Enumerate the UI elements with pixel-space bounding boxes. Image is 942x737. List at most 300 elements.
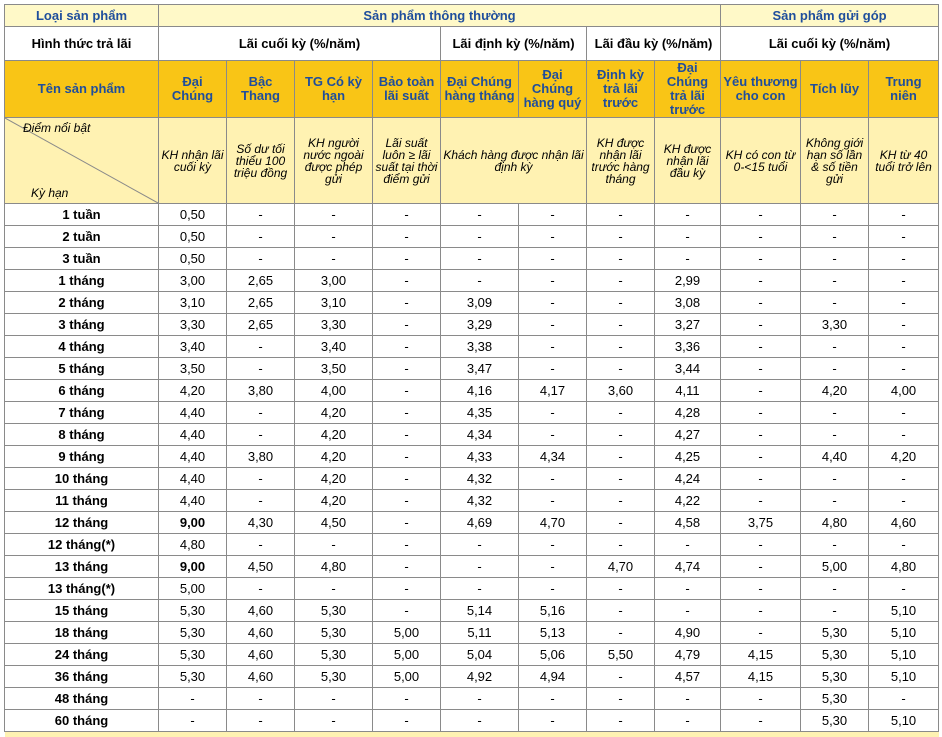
rate-cell: - (227, 358, 295, 380)
rate-cell: 5,30 (159, 622, 227, 644)
rate-cell: - (295, 248, 373, 270)
rate-cell: - (587, 446, 655, 468)
rate-cell: 5,00 (373, 644, 441, 666)
rate-cell: - (721, 292, 801, 314)
product-name-cell: Đại Chúng trả lãi trước (655, 61, 721, 118)
rate-cell: - (587, 358, 655, 380)
rate-cell: - (373, 688, 441, 710)
rate-cell: - (441, 710, 519, 732)
rate-cell: 4,32 (441, 468, 519, 490)
rate-cell: - (227, 226, 295, 248)
rate-cell: - (227, 204, 295, 226)
rate-cell: 4,80 (159, 534, 227, 556)
rate-cell: - (801, 248, 869, 270)
rate-cell: 4,40 (801, 446, 869, 468)
table-row (5, 556, 939, 578)
rate-cell: - (227, 578, 295, 600)
rate-cell: - (587, 688, 655, 710)
rate-cell: - (519, 468, 587, 490)
rate-cell: - (721, 534, 801, 556)
rate-cell: - (441, 556, 519, 578)
rate-cell: 5,30 (295, 600, 373, 622)
rate-cell: 4,40 (159, 402, 227, 424)
product-highlight-cell: KH nhận lãi cuối kỳ (159, 118, 227, 204)
table-row (5, 204, 939, 226)
rate-cell: 5,00 (801, 556, 869, 578)
rate-cell: 4,35 (441, 402, 519, 424)
term-cell: 11 tháng (5, 490, 159, 512)
rate-cell: 5,00 (159, 578, 227, 600)
table-row (5, 292, 939, 314)
rate-cell: - (869, 578, 939, 600)
product-name-cell: Yêu thương cho con (721, 61, 801, 118)
rate-cell: - (373, 490, 441, 512)
rate-cell: 3,00 (159, 270, 227, 292)
rate-cell: - (587, 666, 655, 688)
product-name-label: Tên sản phẩm (5, 61, 159, 118)
rate-cell: 5,30 (295, 622, 373, 644)
rate-cell: - (869, 424, 939, 446)
product-name-cell: Trung niên (869, 61, 939, 118)
rate-cell: - (441, 578, 519, 600)
rate-cell: 4,80 (295, 556, 373, 578)
rate-cell: 4,15 (721, 644, 801, 666)
group-regular-products: Sản phẩm thông thường (159, 5, 721, 27)
rate-cell: - (801, 402, 869, 424)
rate-cell: 4,15 (721, 666, 801, 688)
rate-cell: - (869, 314, 939, 336)
rate-cell: 4,69 (441, 512, 519, 534)
header-row-highlights (5, 118, 939, 204)
product-name-cell: Định kỳ trả lãi trước (587, 61, 655, 118)
rate-cell: - (801, 336, 869, 358)
rate-cell: - (519, 270, 587, 292)
rate-cell: 3,30 (801, 314, 869, 336)
rate-cell: 4,79 (655, 644, 721, 666)
rate-cell: 3,36 (655, 336, 721, 358)
group-savings-products: Sản phẩm gửi góp (721, 5, 939, 27)
rate-cell: - (655, 688, 721, 710)
rate-cell: 3,00 (295, 270, 373, 292)
rate-cell: - (655, 578, 721, 600)
rate-cell: - (721, 446, 801, 468)
table-row (5, 600, 939, 622)
rate-cell: - (159, 710, 227, 732)
term-cell: 1 tuần (5, 204, 159, 226)
term-cell: 10 tháng (5, 468, 159, 490)
rate-cell: 4,20 (801, 380, 869, 402)
rate-cell: - (441, 204, 519, 226)
rate-cell: 4,90 (655, 622, 721, 644)
rate-cell: 3,60 (587, 380, 655, 402)
rate-cell: - (655, 204, 721, 226)
rate-cell: - (801, 292, 869, 314)
diagonal-header-cell (5, 118, 159, 204)
rate-cell: - (587, 490, 655, 512)
rate-cell: 4,60 (227, 666, 295, 688)
product-highlight-cell: KH từ 40 tuổi trở lên (869, 118, 939, 204)
product-name-cell: Đại Chúng hàng quý (519, 61, 587, 118)
rate-cell: - (721, 578, 801, 600)
product-name-cell: Đại Chúng (159, 61, 227, 118)
rate-cell: - (587, 248, 655, 270)
rate-cell: 9,00 (159, 512, 227, 534)
term-cell: 7 tháng (5, 402, 159, 424)
rate-cell: 4,58 (655, 512, 721, 534)
product-name-cell: Bảo toàn lãi suất (373, 61, 441, 118)
rate-cell: 5,10 (869, 622, 939, 644)
rate-cell: - (373, 534, 441, 556)
rate-cell: 4,57 (655, 666, 721, 688)
rate-cell: 3,50 (159, 358, 227, 380)
term-cell: 12 tháng (5, 512, 159, 534)
rate-cell: - (587, 534, 655, 556)
rate-cell: 4,17 (519, 380, 587, 402)
rate-cell: 4,34 (519, 446, 587, 468)
rate-cell: - (441, 688, 519, 710)
rate-cell: - (869, 358, 939, 380)
rate-cell: 3,27 (655, 314, 721, 336)
rate-cell: - (655, 710, 721, 732)
rate-cell: 2,65 (227, 270, 295, 292)
rate-cell: - (295, 204, 373, 226)
rate-cell: 5,14 (441, 600, 519, 622)
rate-cell: - (373, 402, 441, 424)
rate-cell: 4,92 (441, 666, 519, 688)
rate-cell: 3,09 (441, 292, 519, 314)
rate-cell: - (721, 490, 801, 512)
term-cell: 3 tháng (5, 314, 159, 336)
rate-cell: 4,70 (519, 512, 587, 534)
rate-cell: - (519, 402, 587, 424)
rate-cell: - (587, 314, 655, 336)
rate-cell: 5,30 (159, 600, 227, 622)
product-highlight-cell: KH được nhận lãi trước hàng tháng (587, 118, 655, 204)
rate-cell: - (587, 226, 655, 248)
rate-cell: 5,04 (441, 644, 519, 666)
rate-cell: - (801, 578, 869, 600)
rate-cell: 4,33 (441, 446, 519, 468)
highlight-label: Điểm nổi bật (23, 122, 90, 134)
rate-cell: 4,60 (869, 512, 939, 534)
rate-cell: 5,10 (869, 666, 939, 688)
rate-cell: 4,20 (295, 468, 373, 490)
rate-cell: 3,75 (721, 512, 801, 534)
rate-cell: 4,22 (655, 490, 721, 512)
product-name-cell: Bậc Thang (227, 61, 295, 118)
rate-cell: 4,40 (159, 446, 227, 468)
table-row (5, 424, 939, 446)
rate-cell: - (721, 270, 801, 292)
rate-cell: 4,74 (655, 556, 721, 578)
rate-cell: 3,10 (159, 292, 227, 314)
rate-cell: - (869, 402, 939, 424)
pay-end-savings: Lãi cuối kỳ (%/năm) (721, 27, 939, 61)
product-highlight-cell: KH người nước ngoài được phép gửi (295, 118, 373, 204)
rate-cell: 5,30 (159, 666, 227, 688)
term-cell: 1 tháng (5, 270, 159, 292)
rate-cell: 5,30 (801, 622, 869, 644)
table-row (5, 578, 939, 600)
rate-cell: - (801, 424, 869, 446)
rate-cell: 3,30 (159, 314, 227, 336)
rate-cell: - (373, 380, 441, 402)
rate-cell: - (721, 424, 801, 446)
rate-cell: - (869, 226, 939, 248)
rate-cell: 3,80 (227, 380, 295, 402)
rate-cell: - (373, 468, 441, 490)
table-footer-strip (5, 732, 939, 737)
rate-cell: - (227, 490, 295, 512)
table-row (5, 248, 939, 270)
rate-cell: - (441, 248, 519, 270)
rate-cell: - (869, 204, 939, 226)
rate-cell: - (227, 336, 295, 358)
rate-cell: - (441, 534, 519, 556)
rate-cell: - (373, 556, 441, 578)
rate-cell: - (869, 336, 939, 358)
rate-cell: 4,20 (159, 380, 227, 402)
rate-cell: 4,60 (227, 644, 295, 666)
rate-cell: 5,30 (801, 666, 869, 688)
rate-cell: 4,32 (441, 490, 519, 512)
rate-cell: - (587, 402, 655, 424)
rate-cell: - (801, 358, 869, 380)
rate-cell: - (373, 358, 441, 380)
rate-cell: - (587, 336, 655, 358)
rate-cell: - (519, 490, 587, 512)
table-row (5, 226, 939, 248)
product-name-cell: Đại Chúng hàng tháng (441, 61, 519, 118)
rate-cell: 4,11 (655, 380, 721, 402)
product-highlight-cell: Không giới hạn số lần & số tiền gửi (801, 118, 869, 204)
rate-cell: - (801, 204, 869, 226)
rate-cell: - (587, 270, 655, 292)
table-row (5, 402, 939, 424)
rate-cell: 4,80 (801, 512, 869, 534)
rate-cell: 3,80 (227, 446, 295, 468)
rate-cell: 5,16 (519, 600, 587, 622)
rate-cell: - (227, 402, 295, 424)
rate-cell: - (801, 270, 869, 292)
rate-cell: 4,40 (159, 468, 227, 490)
table-row (5, 622, 939, 644)
rate-cell: - (519, 292, 587, 314)
rate-cell: - (519, 578, 587, 600)
pay-upfront: Lãi đầu kỳ (%/năm) (587, 27, 721, 61)
rate-cell: - (519, 556, 587, 578)
product-name-cell: Tích lũy (801, 61, 869, 118)
rate-cell: - (227, 248, 295, 270)
rate-cell: 4,70 (587, 556, 655, 578)
rate-cell: - (801, 468, 869, 490)
rate-cell: - (721, 336, 801, 358)
term-cell: 8 tháng (5, 424, 159, 446)
rate-cell: 3,29 (441, 314, 519, 336)
rate-cell: - (721, 314, 801, 336)
rate-cell: - (869, 468, 939, 490)
rate-cell: - (587, 710, 655, 732)
rate-cell: - (869, 688, 939, 710)
term-cell: 12 tháng(*) (5, 534, 159, 556)
table-row (5, 380, 939, 402)
table-row (5, 490, 939, 512)
rate-cell: 5,10 (869, 644, 939, 666)
rate-cell: - (519, 688, 587, 710)
rate-cell: 3,50 (295, 358, 373, 380)
term-cell: 48 tháng (5, 688, 159, 710)
rate-cell: 5,10 (869, 600, 939, 622)
rate-cell: - (373, 314, 441, 336)
rate-cell: - (801, 600, 869, 622)
rate-cell: - (587, 468, 655, 490)
rate-cell: 4,40 (159, 490, 227, 512)
table-row (5, 446, 939, 468)
rate-cell: - (295, 534, 373, 556)
rate-cell: - (721, 248, 801, 270)
rate-cell: 4,20 (295, 424, 373, 446)
term-cell: 15 tháng (5, 600, 159, 622)
table-row (5, 688, 939, 710)
pay-end-regular: Lãi cuối kỳ (%/năm) (159, 27, 441, 61)
rate-cell: - (227, 688, 295, 710)
rate-cell: - (519, 534, 587, 556)
rate-cell: 3,47 (441, 358, 519, 380)
rate-cell: - (721, 402, 801, 424)
rate-cell: 5,30 (801, 644, 869, 666)
table-row (5, 314, 939, 336)
term-cell: 24 tháng (5, 644, 159, 666)
rate-cell: - (227, 710, 295, 732)
product-name-cell: TG Có kỳ hạn (295, 61, 373, 118)
rate-cell: - (721, 380, 801, 402)
term-cell: 60 tháng (5, 710, 159, 732)
rate-cell: 3,30 (295, 314, 373, 336)
rate-cell: 3,44 (655, 358, 721, 380)
product-highlight-cell: Số dư tối thiểu 100 triệu đồng (227, 118, 295, 204)
table-row (5, 358, 939, 380)
rate-cell: - (587, 600, 655, 622)
rate-cell: 4,34 (441, 424, 519, 446)
table-row (5, 644, 939, 666)
rate-cell: 5,10 (869, 710, 939, 732)
rate-cell: 0,50 (159, 248, 227, 270)
rate-cell: 3,40 (295, 336, 373, 358)
rate-cell: - (721, 600, 801, 622)
rate-cell: 4,30 (227, 512, 295, 534)
rate-cell: - (587, 622, 655, 644)
rate-cell: 5,00 (373, 622, 441, 644)
rate-cell: 4,60 (227, 622, 295, 644)
rate-cell: 5,11 (441, 622, 519, 644)
rate-cell: 4,25 (655, 446, 721, 468)
rate-cell: - (159, 688, 227, 710)
term-cell: 3 tuần (5, 248, 159, 270)
term-cell: 36 tháng (5, 666, 159, 688)
rate-cell: - (373, 710, 441, 732)
rate-cell: - (441, 270, 519, 292)
rate-cell: 4,50 (295, 512, 373, 534)
rate-cell: - (519, 336, 587, 358)
rate-cell: - (801, 490, 869, 512)
rate-cell: - (721, 358, 801, 380)
rate-cell: - (721, 226, 801, 248)
rate-cell: - (373, 248, 441, 270)
rate-cell: - (373, 446, 441, 468)
rate-cell: - (441, 226, 519, 248)
rate-cell: - (869, 490, 939, 512)
rate-cell: 3,38 (441, 336, 519, 358)
rate-cell: 5,30 (159, 644, 227, 666)
rate-cell: - (655, 248, 721, 270)
term-label: Kỳ hạn (31, 187, 68, 199)
table-row (5, 336, 939, 358)
rate-cell: - (721, 204, 801, 226)
footer-strip-cell (5, 732, 939, 737)
rate-cell: 4,20 (295, 446, 373, 468)
header-row-product-type (5, 5, 939, 27)
rate-cell: 4,50 (227, 556, 295, 578)
rate-cell: - (587, 578, 655, 600)
rate-cell: - (373, 512, 441, 534)
rate-cell: - (655, 600, 721, 622)
rate-cell: 5,30 (801, 710, 869, 732)
rate-cell: - (655, 534, 721, 556)
rate-cell: - (587, 424, 655, 446)
rate-cell: - (373, 270, 441, 292)
product-highlight-cell: Khách hàng được nhận lãi định kỳ (441, 118, 587, 204)
rate-cell: 2,99 (655, 270, 721, 292)
rate-cell: 5,30 (295, 666, 373, 688)
rate-cell: 3,10 (295, 292, 373, 314)
rate-cell: - (801, 226, 869, 248)
rate-cell: - (587, 204, 655, 226)
term-cell: 18 tháng (5, 622, 159, 644)
header-row-product-names (5, 61, 939, 118)
rate-cell: - (373, 424, 441, 446)
rate-cell: - (587, 292, 655, 314)
rate-cell: - (869, 270, 939, 292)
table-row (5, 666, 939, 688)
rate-cell: 4,00 (295, 380, 373, 402)
rate-cell: 4,28 (655, 402, 721, 424)
rate-cell: - (721, 710, 801, 732)
rate-cell: - (295, 578, 373, 600)
term-cell: 13 tháng(*) (5, 578, 159, 600)
table-row (5, 534, 939, 556)
rate-cell: - (373, 600, 441, 622)
rate-cell: - (721, 556, 801, 578)
product-highlight-cell: Lãi suất luôn ≥ lãi suất tại thời điểm gửi (373, 118, 441, 204)
rate-cell: 4,27 (655, 424, 721, 446)
rate-cell: - (519, 314, 587, 336)
rate-cell: 5,00 (373, 666, 441, 688)
rate-cell: - (519, 358, 587, 380)
rate-cell: - (373, 226, 441, 248)
rate-cell: 5,30 (801, 688, 869, 710)
rate-cell: - (721, 688, 801, 710)
rate-cell: - (519, 424, 587, 446)
product-highlight-cell: KH được nhận lãi đầu kỳ (655, 118, 721, 204)
product-highlight-cell: KH có con từ 0-<15 tuổi (721, 118, 801, 204)
term-cell: 6 tháng (5, 380, 159, 402)
rate-cell: 4,94 (519, 666, 587, 688)
rate-cell: 4,24 (655, 468, 721, 490)
term-cell: 13 tháng (5, 556, 159, 578)
rate-cell: 9,00 (159, 556, 227, 578)
rate-cell: - (587, 512, 655, 534)
rate-cell: 5,13 (519, 622, 587, 644)
